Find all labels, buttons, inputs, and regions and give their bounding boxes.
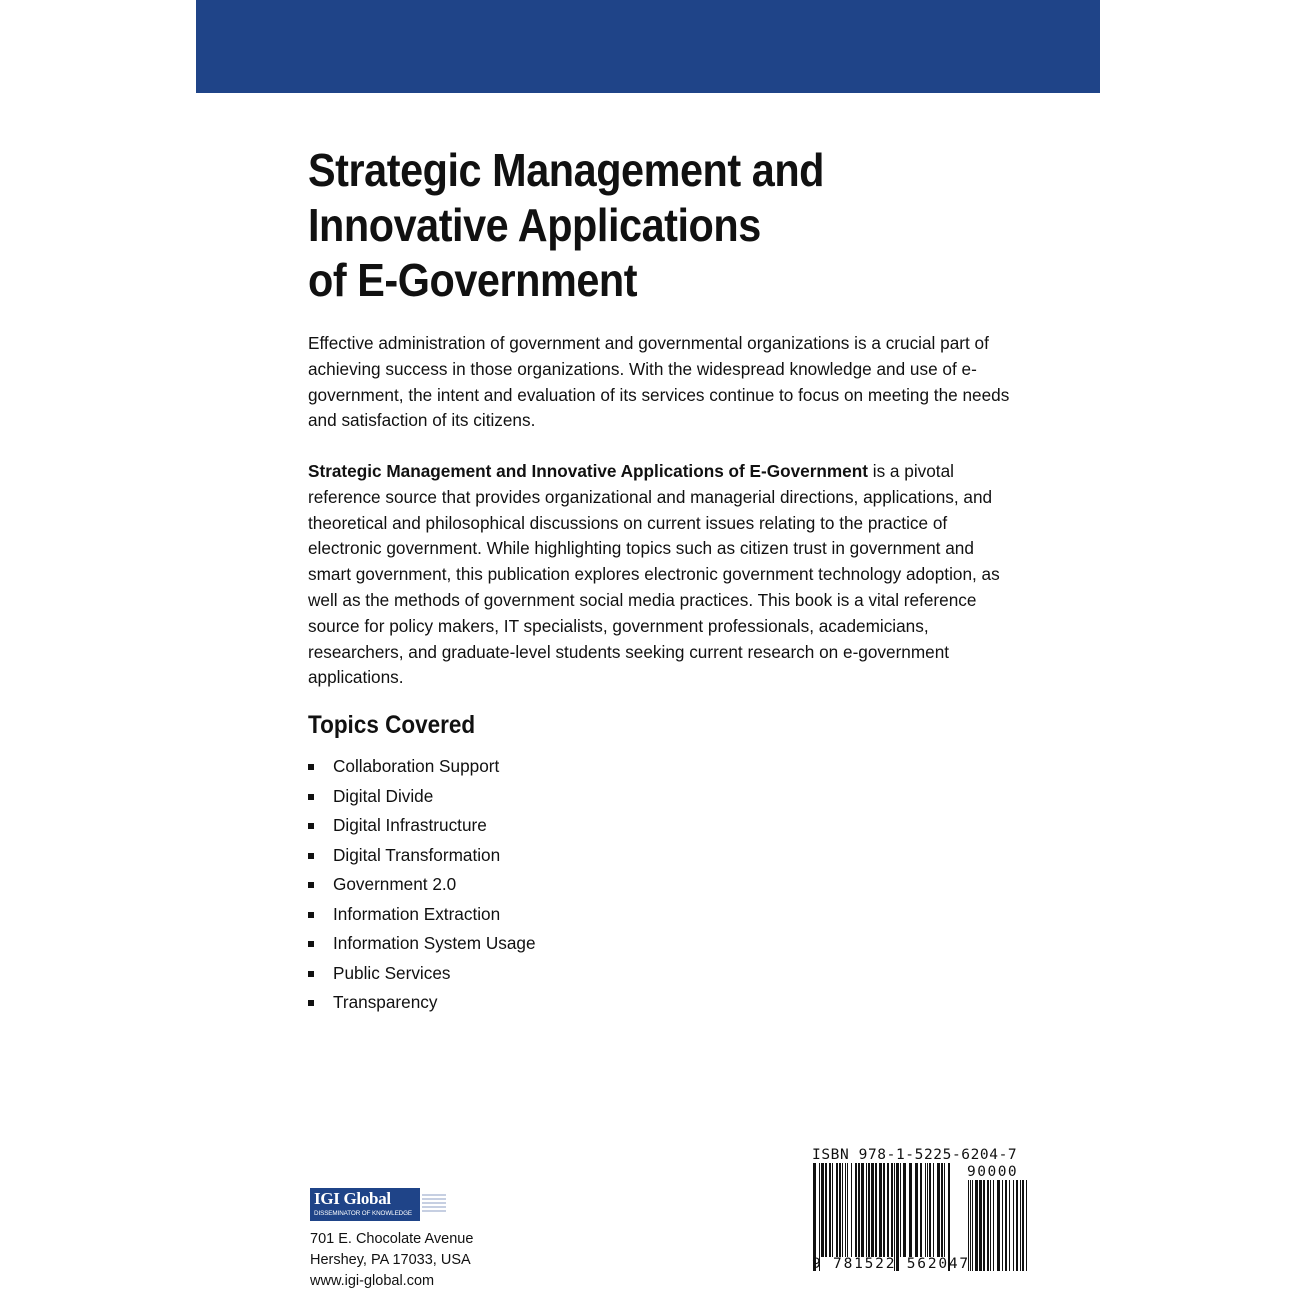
publisher-logo bbox=[310, 1188, 448, 1222]
description-paragraph-1: Effective administration of government and governmental organizations is a crucial part of achieving success in those organizations. With the widespread knowledge and use of e-government, the intent and evaluation of its services continue to focus on meeting the needs and satisfaction of its citizens. bbox=[308, 333, 1010, 431]
title-line-2: Innovative Applications bbox=[308, 199, 761, 251]
topic-label: Transparency bbox=[333, 992, 438, 1012]
bold-book-title: Strategic Management and Innovative Applications of E-Government bbox=[308, 461, 868, 481]
square-bullet-icon bbox=[308, 1000, 314, 1006]
square-bullet-icon bbox=[308, 882, 314, 888]
topic-label: Collaboration Support bbox=[333, 756, 500, 776]
barcode-digits: 9 781522 562047 bbox=[812, 1256, 970, 1272]
topic-label: Digital Divide bbox=[333, 785, 434, 806]
topics-list bbox=[308, 752, 536, 1018]
list-item bbox=[308, 959, 536, 989]
description-paragraph-2 bbox=[308, 459, 1013, 691]
book-title bbox=[308, 143, 938, 308]
barcode-addon-digits: 90000 bbox=[967, 1164, 1019, 1180]
logo-box bbox=[310, 1188, 420, 1221]
address-city: Hershey, PA 17033, USA bbox=[310, 1252, 471, 1268]
square-bullet-icon bbox=[308, 764, 314, 770]
topic-label: Government 2.0 bbox=[333, 874, 457, 894]
paragraph-2-text: is a pivotal reference source that provides organizational and managerial directions, applications, and theoretical and philosophical discussions on current issues relating to the practice of electronic government. While highlighting topics such as citizen trust in government and smart government, this publication explores electronic government technology adoption, as well as the methods of government social media practices. This book is a vital reference source for policy makers, IT specialists, government professionals, academicians, researchers, and graduate-level students seeking current research on e-government applications. bbox=[308, 461, 1000, 688]
square-bullet-icon bbox=[308, 971, 314, 977]
logo-name: IGI Global bbox=[314, 1189, 391, 1208]
topic-label: Information System Usage bbox=[333, 933, 536, 953]
topic-label: Public Services bbox=[333, 962, 451, 983]
square-bullet-icon bbox=[308, 941, 314, 947]
logo-tagline: DISSEMINATOR OF KNOWLEDGE bbox=[314, 1210, 413, 1217]
top-color-band bbox=[196, 0, 1100, 93]
topic-label: Information Extraction bbox=[333, 903, 501, 924]
square-bullet-icon bbox=[308, 794, 314, 800]
title-line-1: Strategic Management and bbox=[308, 144, 825, 196]
list-item bbox=[308, 900, 536, 930]
publisher-address bbox=[310, 1229, 473, 1292]
title-line-3: of E-Government bbox=[308, 254, 638, 306]
topic-label: Digital Infrastructure bbox=[333, 815, 487, 835]
topic-label: Digital Transformation bbox=[333, 844, 501, 865]
list-item bbox=[308, 870, 536, 900]
list-item bbox=[308, 752, 536, 782]
square-bullet-icon bbox=[308, 912, 314, 918]
list-item bbox=[308, 988, 536, 1018]
list-item bbox=[308, 782, 536, 812]
list-item bbox=[308, 929, 536, 959]
topics-heading: Topics Covered bbox=[308, 711, 476, 739]
logo-stripes-icon bbox=[422, 1194, 446, 1216]
square-bullet-icon bbox=[308, 853, 314, 859]
isbn-label: ISBN 978-1-5225-6204-7 bbox=[812, 1147, 1018, 1163]
list-item bbox=[308, 841, 536, 871]
address-street: 701 E. Chocolate Avenue bbox=[310, 1231, 474, 1247]
publisher-website: www.igi-global.com bbox=[310, 1273, 435, 1289]
list-item bbox=[308, 811, 536, 841]
barcode-addon-icon bbox=[967, 1180, 1031, 1271]
square-bullet-icon bbox=[308, 823, 314, 829]
